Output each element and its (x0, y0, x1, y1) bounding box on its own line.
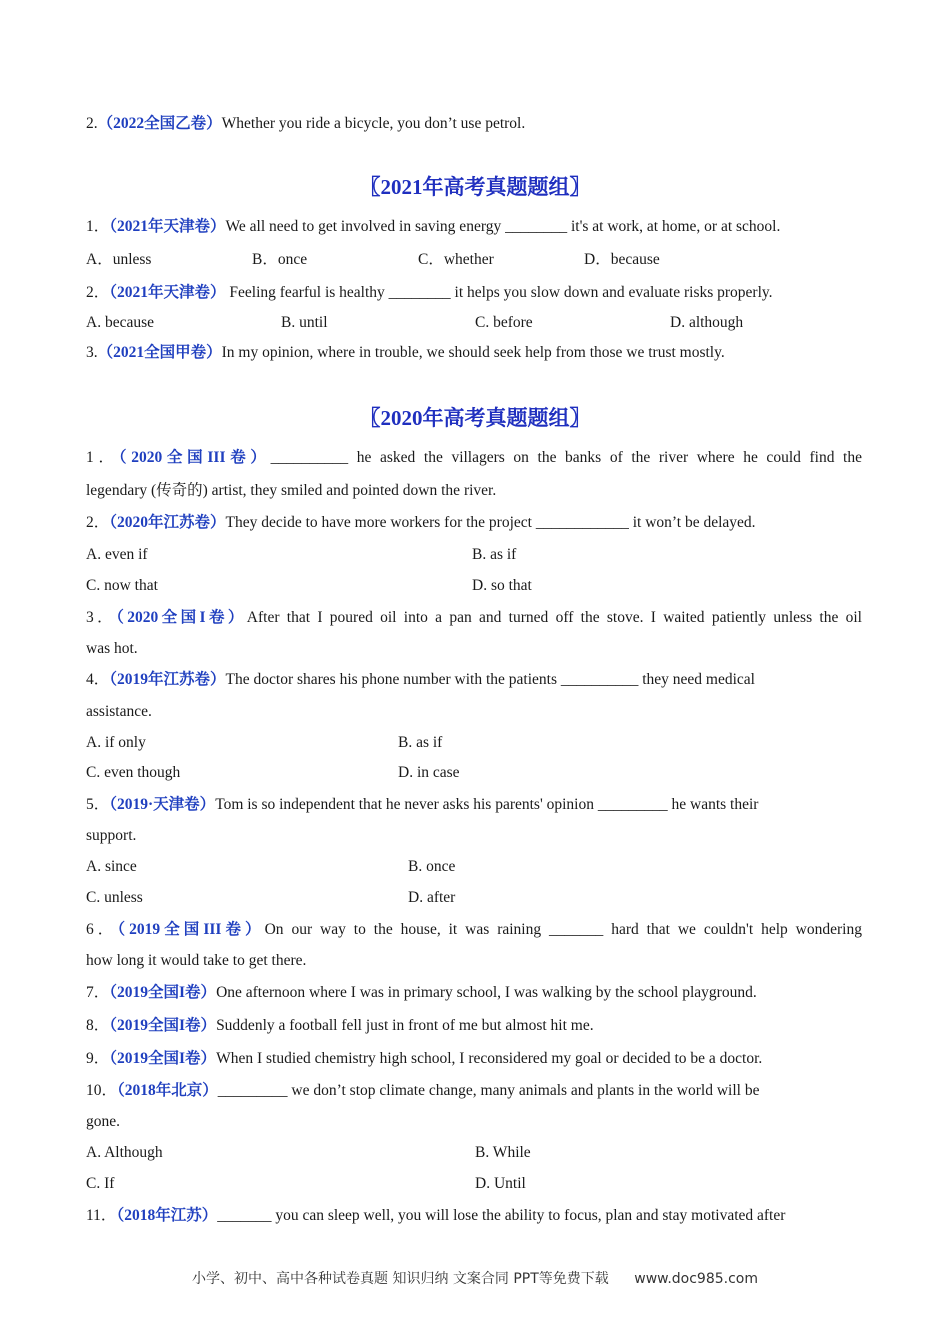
question-number: 2. (86, 115, 98, 132)
question-2019-4 (86, 670, 862, 690)
section-heading-2021: 〖2021年高考真题题组〗 (359, 175, 591, 199)
question-text: Suddenly a football fell just in front of me but almost hit me. (216, 1017, 594, 1034)
question-number: 3． (86, 609, 117, 626)
question-text: In my opinion, where in trouble, we should seek help from those we trust mostly. (221, 344, 725, 361)
option-a: A. even if (86, 546, 148, 563)
question-source: （2019年江苏卷） (109, 671, 226, 688)
option-c: C．whether (418, 251, 494, 268)
question-source: （2021年天津卷） (109, 218, 226, 235)
option-b: B. as if (472, 546, 517, 563)
question-continuation: legendary (传奇的) artist, they smiled and pointed down the river. (86, 482, 497, 499)
option-a: A. since (86, 858, 137, 875)
section-heading-2020: 〖2020年高考真题题组〗 (359, 406, 591, 430)
question-number: 5． (86, 796, 110, 813)
question-source: （2019全国III卷） (117, 921, 265, 938)
question-number: 1． (86, 218, 110, 235)
question-text: __________ he asked the villagers on the banks of the river where he could find the (270, 449, 862, 466)
question-source: （2019全国I卷） (109, 1050, 217, 1067)
question-2022 (86, 114, 862, 134)
option-b: B. once (408, 858, 456, 875)
option-d: D. although (670, 314, 744, 331)
question-text: After that I poured oil into a pan and turned off the stove. I waited patiently unless the oil (246, 609, 862, 626)
question-number: 6． (86, 921, 118, 938)
question-continuation: how long it would take to get there. (86, 952, 307, 969)
option-c: C. If (86, 1175, 115, 1192)
question-2019-8 (86, 1016, 862, 1036)
page-footer (0, 1268, 950, 1288)
option-c: C. now that (86, 577, 158, 594)
option-c: C. before (475, 314, 533, 331)
option-d: D. in case (398, 764, 460, 781)
option-d: D. after (408, 889, 456, 906)
question-2019-9 (86, 1049, 862, 1069)
question-2018-10 (86, 1081, 862, 1101)
question-number: 11． (86, 1207, 117, 1224)
question-2019-6 (86, 920, 862, 940)
question-source: （2021年天津卷） (109, 284, 226, 301)
option-c: C. even though (86, 764, 181, 781)
question-2021-3 (86, 343, 862, 363)
question-number: 10． (86, 1082, 118, 1099)
question-continuation: support. (86, 827, 137, 844)
option-d: D. so that (472, 577, 532, 594)
option-a: A. if only (86, 734, 146, 751)
question-source: （2022全国乙卷） (97, 115, 222, 132)
question-text: On our way to the house, it was raining _______ hard that we couldn't help wondering (264, 921, 862, 938)
question-continuation: assistance. (86, 703, 152, 720)
option-b: B. until (281, 314, 328, 331)
question-continuation: was hot. (86, 640, 138, 657)
option-b: B．once (252, 251, 308, 268)
option-c: C. unless (86, 889, 143, 906)
question-text: Tom is so independent that he never asks his parents' opinion _________ he wants their (215, 796, 759, 813)
question-source: （2018年北京） (117, 1082, 218, 1099)
question-text: When I studied chemistry high school, I reconsidered my goal or decided to be a doctor. (216, 1050, 763, 1067)
option-a: A. because (86, 314, 154, 331)
question-2021-1 (86, 217, 862, 237)
question-source: （2019全国I卷） (109, 984, 217, 1001)
question-2018-11 (86, 1206, 862, 1226)
question-number: 4． (86, 671, 110, 688)
question-number: 7． (86, 984, 110, 1001)
question-number: 2． (86, 514, 110, 531)
question-number: 2． (86, 284, 110, 301)
question-2019-5 (86, 795, 862, 815)
question-text: One afternoon where I was in primary school, I was walking by the school playground. (216, 984, 757, 1001)
question-number: 8． (86, 1017, 110, 1034)
question-number: 9． (86, 1050, 110, 1067)
question-text: _________ we don’t stop climate change, many animals and plants in the world will be (217, 1082, 760, 1099)
question-source: （2019全国I卷） (109, 1017, 217, 1034)
question-text: They decide to have more workers for the project ____________ it won’t be delayed. (225, 514, 756, 531)
question-2019-7 (86, 983, 862, 1003)
question-source: （2020年江苏卷） (109, 514, 226, 531)
question-number: 3. (86, 344, 98, 361)
question-text: We all need to get involved in saving energy ________ it's at work, at home, or at school. (225, 218, 781, 235)
footer-site-link[interactable]: www.doc985.com (634, 1271, 758, 1287)
question-source: （2020全国I卷） (116, 609, 247, 626)
question-text: The doctor shares his phone number with the patients __________ they need medical (225, 671, 755, 688)
option-d: D．because (584, 251, 660, 268)
option-d: D. Until (475, 1175, 526, 1192)
question-2020-3 (86, 608, 862, 628)
option-b: B. While (475, 1144, 531, 1161)
question-2021-2 (86, 283, 862, 303)
question-text: _______ you can sleep well, you will lose the ability to focus, plan and stay motivated after (217, 1207, 786, 1224)
question-source: （2018年江苏） (116, 1207, 218, 1224)
option-a: A. Although (86, 1144, 163, 1161)
question-continuation: gone. (86, 1113, 121, 1130)
question-text: Feeling fearful is healthy ________ it helps you slow down and evaluate risks properly. (225, 284, 773, 301)
question-2020-1 (86, 448, 862, 468)
question-2020-2 (86, 513, 862, 533)
footer-text: 小学、初中、高中各种试卷真题 知识归纳 文案合同 PPT等免费下载 (192, 1271, 609, 1287)
option-b: B. as if (398, 734, 443, 751)
question-source: （2019·天津卷） (109, 796, 216, 813)
question-source: （2020全国III卷） (118, 449, 271, 466)
question-source: （2021全国甲卷） (97, 344, 222, 361)
question-number: 1． (86, 449, 119, 466)
option-a: A．unless (86, 251, 152, 268)
question-text: Whether you ride a bicycle, you don’t use petrol. (221, 115, 526, 132)
